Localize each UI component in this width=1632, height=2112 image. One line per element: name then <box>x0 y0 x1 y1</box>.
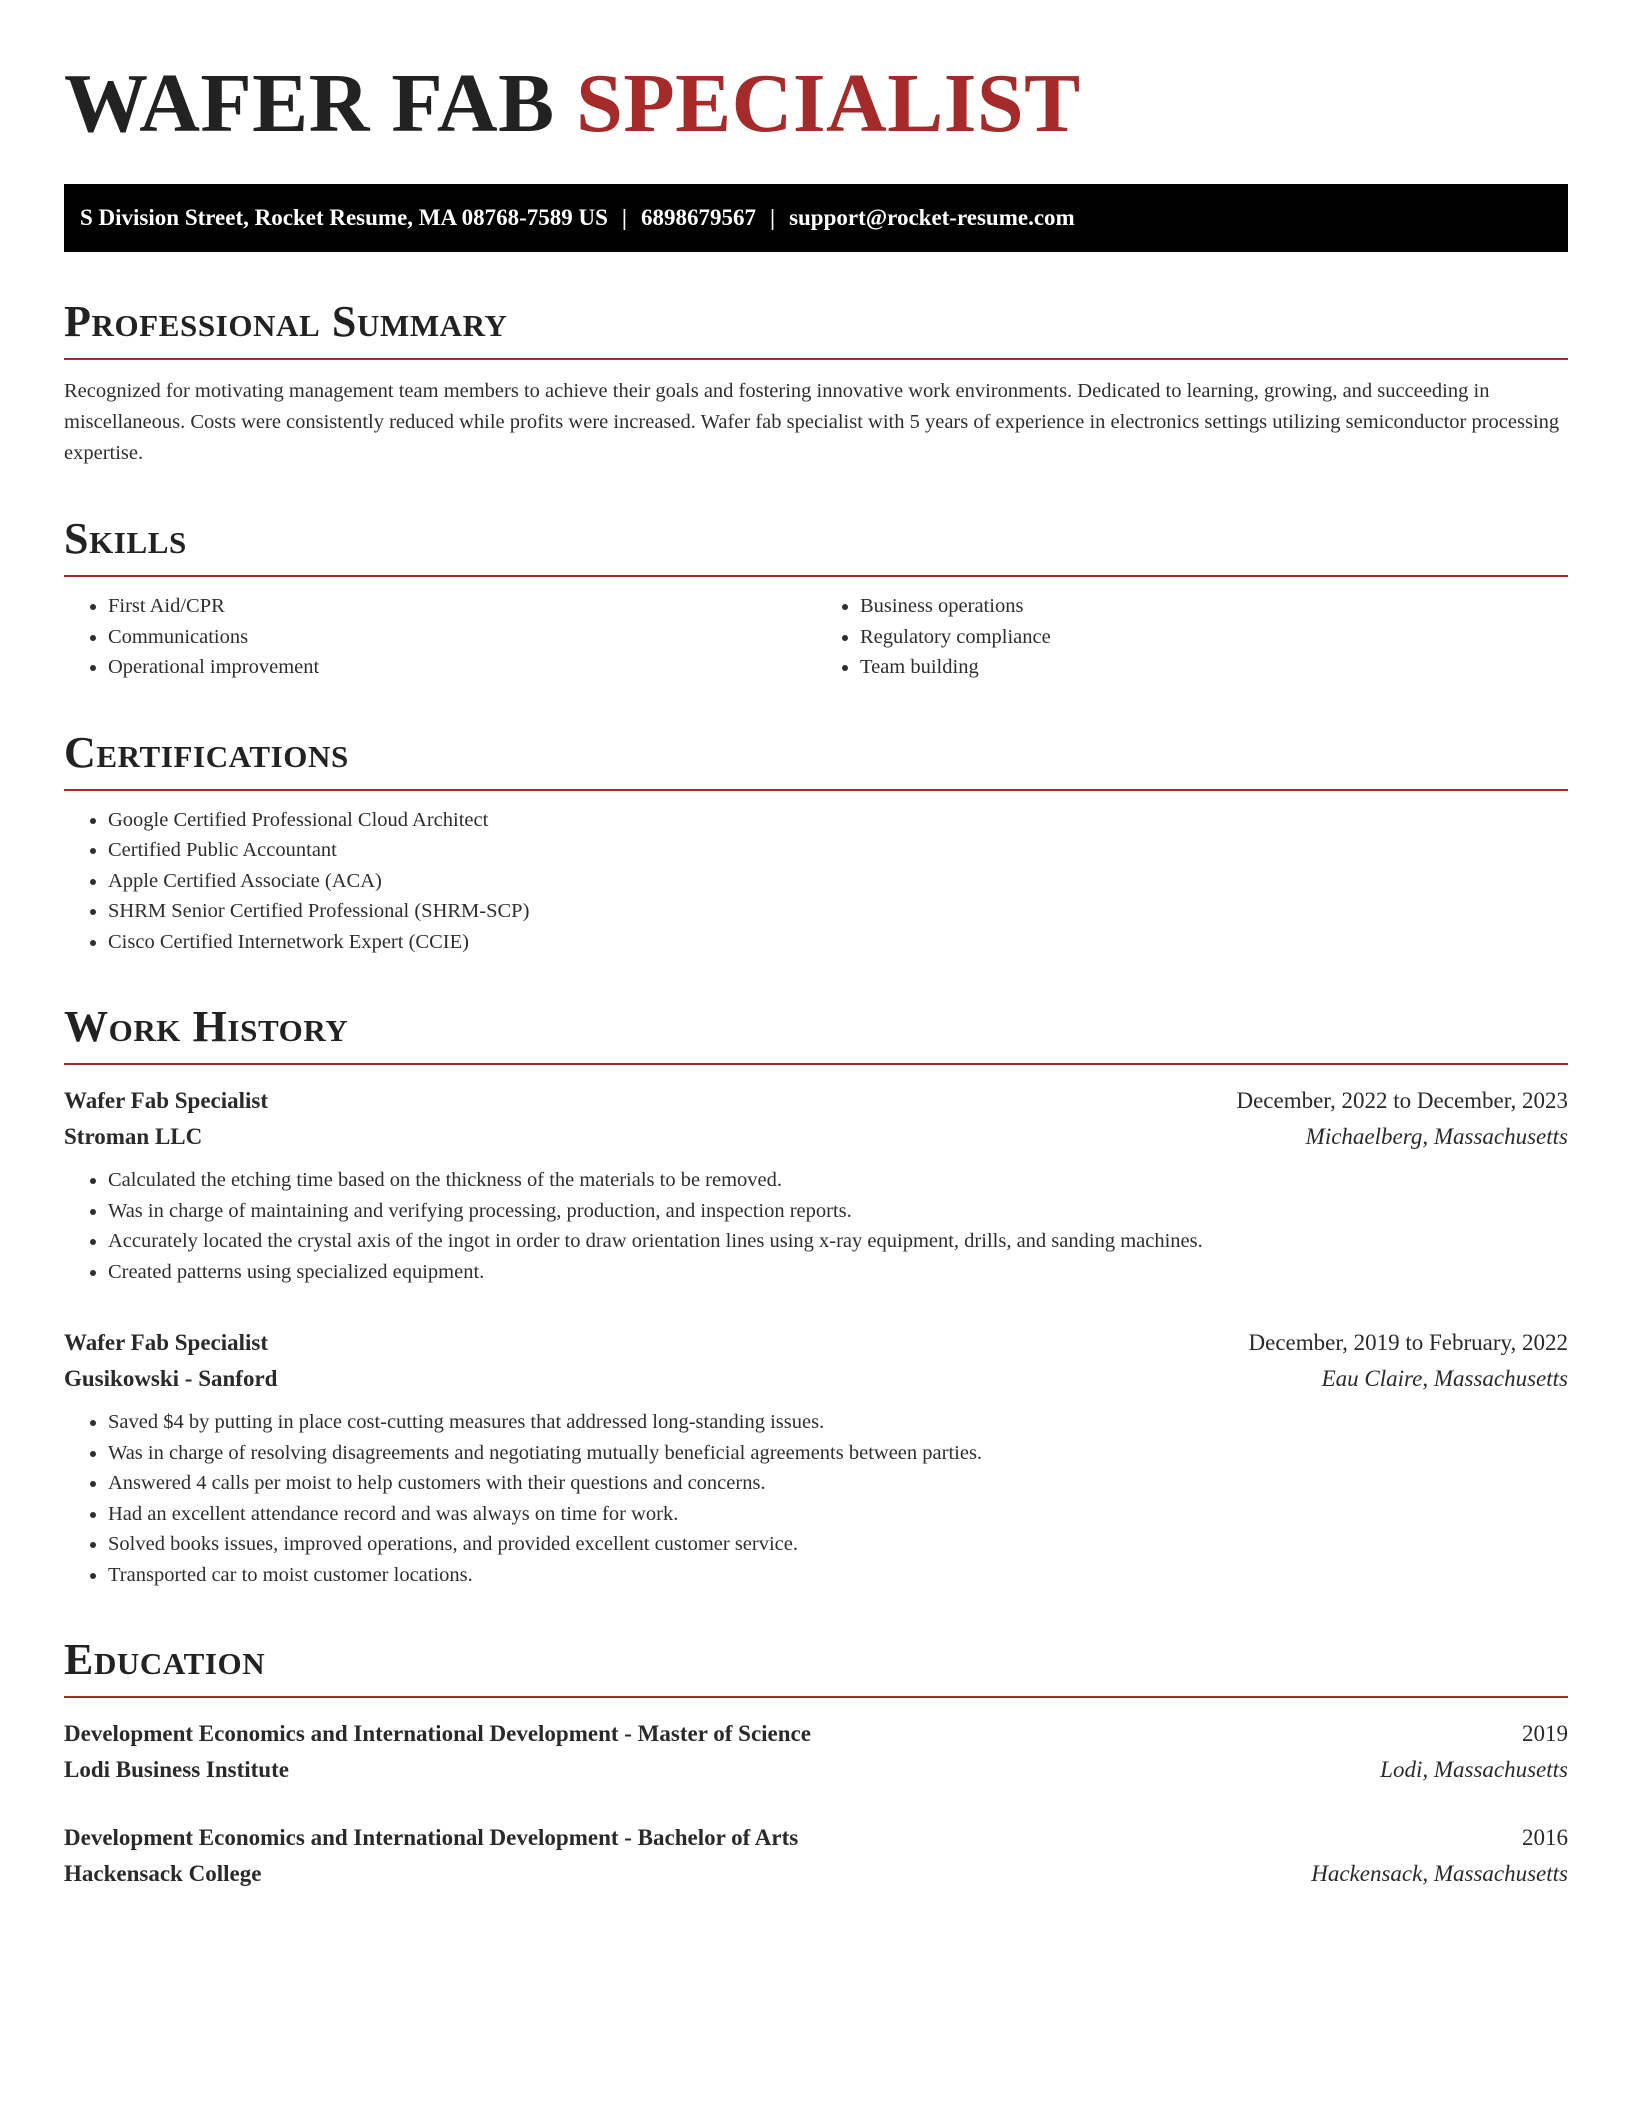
contact-address: S Division Street, Rocket Resume, MA 08768-7589 US <box>80 205 608 230</box>
skill-item: • Operational improvement <box>108 652 816 683</box>
summary-text: Recognized for motivating management team members to achieve their goals and fostering innovative work environments. Dedicated to learning, growing, and succeeding in miscellaneous. Costs were consistently reduced while profits were increased. Wafer fab specialist with 5 years of experience in electronics settings utilizing semiconductor processing expertise. <box>64 380 1560 464</box>
resume-name <box>64 56 1568 152</box>
job-bullet: • Created patterns using specialized equipment. <box>108 1257 1568 1288</box>
education-year: 2016 <box>1522 1825 1568 1850</box>
education-entry <box>64 1716 1568 1788</box>
education-entry <box>64 1820 1568 1892</box>
contact-phone: 6898679567 <box>640 205 756 230</box>
name-accent-part: SPECIALIST <box>576 57 1081 150</box>
section-title-summary: Professional Summary <box>64 296 1568 360</box>
contact-bar <box>64 184 1568 252</box>
skill-item: • Team building <box>860 652 1568 683</box>
certification-item: • Cisco Certified Internetwork Expert (CCIE) <box>108 927 1568 958</box>
skill-item: • First Aid/CPR <box>108 591 816 622</box>
job-bullet: • Saved $4 by putting in place cost-cutting measures that addressed long-standing issues. <box>108 1407 1568 1438</box>
job-title: Wafer Fab Specialist <box>64 1088 269 1113</box>
name-first-part: WAFER FAB <box>64 57 555 150</box>
education-degree: Development Economics and International Development - Bachelor of Arts <box>64 1825 799 1850</box>
job-bullet: • Accurately located the crystal axis of the ingot in order to draw orientation lines using x-ray equipment, drills, and sanding machines. <box>108 1226 1568 1257</box>
job-bullet: • Had an excellent attendance record and was always on time for work. <box>108 1499 1568 1530</box>
education-school: Hackensack College <box>64 1861 262 1886</box>
skill-item: • Communications <box>108 622 816 653</box>
education-year: 2019 <box>1522 1721 1568 1746</box>
summary-section <box>64 296 1568 469</box>
job-bullet: • Transported car to moist customer locations. <box>108 1560 1568 1591</box>
contact-separator: | <box>621 205 627 230</box>
education-school: Lodi Business Institute <box>64 1757 289 1782</box>
job-bullets <box>64 1407 1568 1590</box>
skill-item: • Business operations <box>860 591 1568 622</box>
job-dates: December, 2022 to December, 2023 <box>1236 1088 1568 1113</box>
certification-item: • Certified Public Accountant <box>108 835 1568 866</box>
job-bullet: • Calculated the etching time based on the thickness of the materials to be removed. <box>108 1165 1568 1196</box>
education-location: Hackensack, Massachusetts <box>1311 1861 1568 1886</box>
job-bullet: • Was in charge of resolving disagreements and negotiating mutually beneficial agreements between parties. <box>108 1438 1568 1469</box>
section-title-education: Education <box>64 1634 1568 1698</box>
education-location: Lodi, Massachusetts <box>1380 1757 1568 1782</box>
job-bullet: • Solved books issues, improved operations, and provided excellent customer service. <box>108 1529 1568 1560</box>
contact-separator: | <box>769 205 776 230</box>
job-location: Eau Claire, Massachusetts <box>1321 1366 1568 1391</box>
job-location: Michaelberg, Massachusetts <box>1305 1124 1568 1149</box>
certification-item: • Google Certified Professional Cloud Architect <box>108 805 1568 836</box>
section-title-skills: Skills <box>64 513 1568 577</box>
certification-item: • SHRM Senior Certified Professional (SHRM-SCP) <box>108 896 1568 927</box>
skills-section <box>64 513 1568 683</box>
job-dates: December, 2019 to February, 2022 <box>1248 1330 1568 1355</box>
certifications-list <box>64 805 1568 958</box>
education-degree: Development Economics and International Development - Master of Science <box>64 1721 811 1746</box>
section-title-certifications: Certifications <box>64 727 1568 791</box>
section-title-work-history: Work History <box>64 1001 1568 1065</box>
job-company: Stroman LLC <box>64 1124 203 1149</box>
certification-item: • Apple Certified Associate (ACA) <box>108 866 1568 897</box>
education-section <box>64 1634 1568 1892</box>
job-bullet: • Answered 4 calls per moist to help customers with their questions and concerns. <box>108 1468 1568 1499</box>
job-entry <box>64 1325 1568 1590</box>
job-title: Wafer Fab Specialist <box>64 1330 269 1355</box>
certifications-section <box>64 727 1568 958</box>
job-entry <box>64 1083 1568 1287</box>
job-bullets <box>64 1165 1568 1287</box>
skills-list-right <box>816 591 1568 683</box>
skills-list-left <box>64 591 816 683</box>
contact-email: support@rocket-resume.com <box>789 205 1075 230</box>
work-history-section <box>64 1001 1568 1590</box>
job-company: Gusikowski - Sanford <box>64 1366 278 1391</box>
skills-grid <box>64 591 1568 683</box>
skill-item: • Regulatory compliance <box>860 622 1568 653</box>
job-bullet: • Was in charge of maintaining and verifying processing, production, and inspection reports. <box>108 1196 1568 1227</box>
